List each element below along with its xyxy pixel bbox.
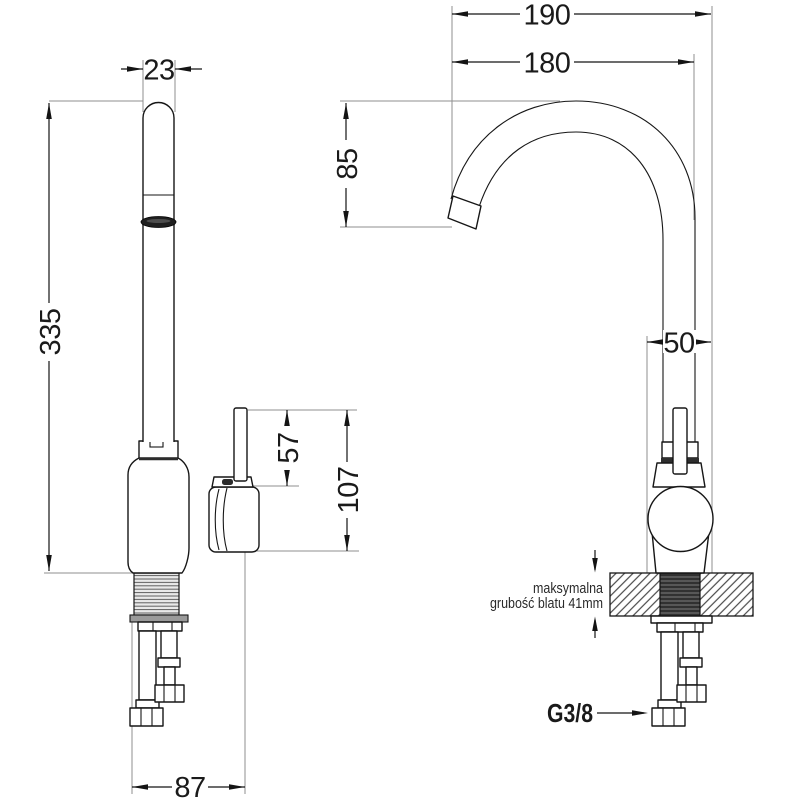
mounting-nut-front xyxy=(657,623,703,632)
dim-total-height-label: 335 xyxy=(35,308,67,356)
handle-base xyxy=(209,487,259,552)
threaded-shank xyxy=(134,573,179,615)
dim-spout-reach-label: 180 xyxy=(523,47,571,80)
counter-note-line1: maksymalna xyxy=(533,580,604,597)
counter-note-line2: grubość blatu 41mm xyxy=(490,595,603,612)
dim-body-height-label: 107 xyxy=(333,466,365,514)
handle-lever xyxy=(234,408,247,481)
spout-side xyxy=(139,103,178,460)
handle-lever-front xyxy=(673,408,687,474)
dim-spout-width-label: 23 xyxy=(143,54,175,87)
body-sphere-front xyxy=(648,487,713,552)
body-collar xyxy=(139,441,178,458)
dim-spout-drop-label: 85 xyxy=(332,148,364,180)
connection-label: G3/8 xyxy=(547,698,593,728)
dim-body-diameter-label: 50 xyxy=(663,327,695,360)
dim-base-depth-label: 87 xyxy=(174,772,206,800)
faucet-body-side xyxy=(128,458,189,573)
spout-riser xyxy=(143,103,174,443)
mounting-nut xyxy=(138,622,182,631)
mounting-flange xyxy=(130,615,188,622)
dim-lever-height-label: 57 xyxy=(273,432,305,464)
dim-overall-reach-label: 190 xyxy=(523,0,571,32)
mounting-flange-front xyxy=(651,616,712,623)
threaded-shank-front xyxy=(660,573,700,616)
